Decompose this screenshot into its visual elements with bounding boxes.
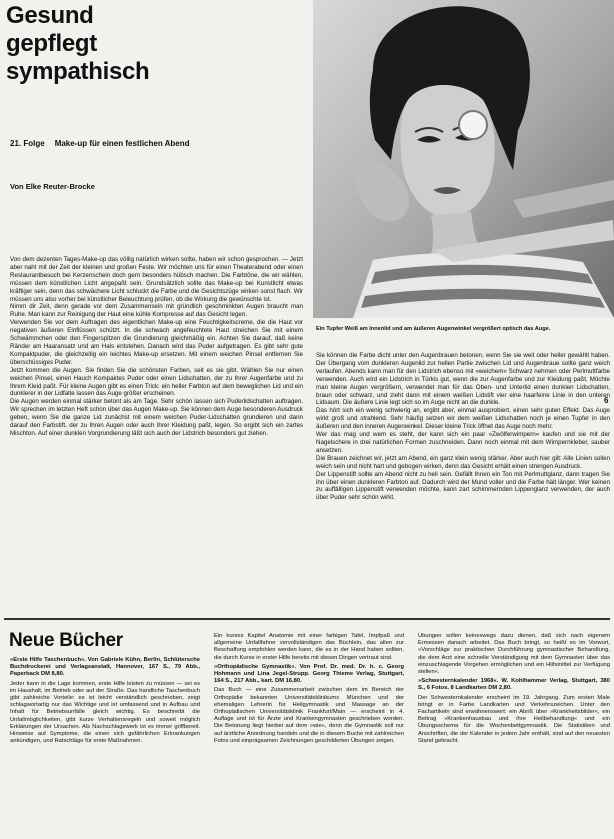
books-section-title: Neue Bücher xyxy=(9,630,123,651)
headline-line-1: Gesund xyxy=(6,2,94,29)
article-paragraph: Der Lippenstift sollte am Abend nicht zu hell sein. Gefällt Ihnen ein Ton mit Perlmuttglanz, dann tragen Sie ihn über einen dunkleren Farbton auf. Dadurch wird der Mund voller und die Farbe hält länger. Wer keinen zu auffälligen Lippenstift verwenden möchte, kann zart schimmernden Lippenglanz verwenden, der auch über Puder sehr schön wirkt. xyxy=(316,470,610,502)
article-column-1 xyxy=(10,256,303,616)
article-paragraph: Die Brauen zeichnet wir, jetzt am Abend, ein ganz klein wenig stärker. Aber auch hier gilt: Alle Linien sollen weich sein und nicht hart und gebogen wirken, denn das Gesicht erhält einen strengen Ausdruck. xyxy=(316,454,610,470)
headline-line-3: sympathisch xyxy=(6,58,150,85)
book-heading: »Erste Hilfe Taschenbuch«. Von Gabriele Kühn, Berlin, Schlütersche Buchdruckerei und Verlagsanstalt, Hannover, 167 S., 79 Abb., Paperback DM 8,80. xyxy=(10,657,200,678)
article-paragraph: Sie können die Farbe dicht unter den Augenbrauen betonen, wenn Sie sie weit oder heller gewählt haben. Der Übergang vom dunkleren Augenlid zur hellen Partie zwischen Lid und Augenbraue sollte ganz weich verlaufen. Abends kann man für den Lidstrich ebenso mit »weichem« Schwarz nehmen oder Perlmuttfarbe verwenden. Auch wird ein Lidstrich in Türkis gut, wenn die zur Augenfarbe und zur Kleidung paßt. Möchte man kleine Augen vergrößern, verwendet man für das Oben- und Unterlid einen dunklen Lidschatten, braun oder schwarz, und zieht dann mit einem weißen Lidstift vier eine haarfeine Linie in den unteren Lidsaum. Die äußere Linie legt sich so im Auge nicht an die dunkle. xyxy=(316,352,610,407)
section-divider xyxy=(4,618,610,620)
portrait-photo xyxy=(313,0,614,318)
books-column-3 xyxy=(418,633,610,837)
woman-portrait-image xyxy=(313,0,614,318)
article-paragraph: Jetzt kommen die Augen. Sie finden Sie die schönsten Farben, seit es sie gibt. Wählen Sie nur einen weichen Pinsel, einen Hauch Kompaktes Puder oder einen Lidschatten, der zu Ihrer Augenfarbe und zu Ihrem Kleid paßt. Für kleine Augen gibt es einen Trick: ein heller Farbton auf dem beweglichen Lid und ein dunklerer in der Lidfalte lassen das Auge größer erscheinen. xyxy=(10,366,303,398)
photo-caption: Ein Tupfer Weiß am Innenlid und am äußeren Augenwinkel vergrößert optisch das Auge. xyxy=(316,326,551,332)
article-paragraph: Von dem dezenten Tages-Make-up das völlig natürlich wirken sollte, haben wir schon gesprochen. — Jetzt aber naht mit der Zeit der kleinen und großen Feste. Wir möchten uns für einen Theaterabend oder einen Restaurantbesuch bei Kerzenschein doch gern besonders hübsch machen. Die Farbtöne, die wir wählen, müssen dem künstlichen Licht angepaßt sein. Grundsätzlich sollte das Make-up bei Kunstlicht etwas kräftiger sein, denn das schwächere Licht schluckt die Farbe und die Gesichtszüge wirken sonst flach. Wir müssen uns also vorher bei künstlicher Beleuchtung prüfen, ob die Wirkung die gewünschte ist. xyxy=(10,256,303,303)
article-paragraph: Wer das mag und wem es steht, der kann sich ein paar »Zwölferwimpern« kaufen und sie mit der Nagelschere in drei natürlichen Formen zuschneiden. Dann noch einmal mit dem Wimpernkleber, sauber ansetzen. xyxy=(316,431,610,454)
book-heading: »Orthopädische Gymnastik«. Von Prof. Dr. med. Dr. h. c. Georg Hohmann und Lina Jegel-Strupp. Georg Thieme Verlag, Stuttgart, 164 S., 217 Abb., kart. DM 16,80. xyxy=(214,663,404,685)
book-heading: »Schwesternkalender 1968«. W. Kohlhammer Verlag, Stuttgart, 380 S., 6 Fotos, 8 Landkarten DM 2,80. xyxy=(418,678,610,692)
series-line xyxy=(10,139,190,148)
article-headline xyxy=(6,2,206,86)
page-marker: 6 xyxy=(604,396,609,405)
books-column-2 xyxy=(214,633,404,837)
book-review-text: Übungen sollen keineswegs dazu dienen, daß sich nach eigenem Ermessen danach arbeitet. Das Buch bringt, so heißt es im Vorwort, »Vorschläge zur praktischen Durchführung gymnastischer Behandlung, die dem Arzt eine schnelle Verständigung mit dem Gymnasten über das einzuschlagende Vorgehen ermöglichen und ein Hilfsmittel zur Verfügung stellen«. xyxy=(418,633,610,676)
author-byline: Von Elke Reuter-Brocke xyxy=(10,182,95,191)
article-paragraph: Das hört sich ein wenig schwierig an, ergibt aber, einmal ausprobiert, einen sehr guten Effekt. Das Auge wirkt groß und strahlend. Sehr häufig setzen wir dem weißen Lidschatten noch je einen Tupfer in den äußeren und den inneren Augenwinkel. Dieser kleine Trick öffnet das Auge noch mehr. xyxy=(316,407,610,431)
book-review-text: Das Buch — eine Zusammenarbeit zwischen dem im Bereich der Orthopädie bekannten Universitätsklinikums München und der ehemaligen Lehrerin für Heilgymnastik und Massage an der Orthopädischen Universitätsklinik Frankfurt/Main — erscheint in 4. Auflage und ist für Ärzte und Krankengymnasten geschrieben worden. Die Betonung liegt hierbei auf dem »wie«, denn die Gymnastik soll nur auf ärztliche Anordnung handeln und die in diesem Buche mit zahlreichen Fotos und einprägsamen Zeichnungen geschilderten Übungen zeigen. xyxy=(214,687,404,744)
article-column-2 xyxy=(316,352,610,580)
headline-line-2: gepflegt xyxy=(6,30,97,57)
book-review-text: Ein kurzes Kapitel Anatomie mit einer farbigen Tafel, Impfpaß und allgemeine Unfallfahrer vervollständigen das Büchlein, das allen zur Beschaffung empfohlen werden kann, die es in der Hand haben sollten, die durch Kurse in erster Hilfe bereits mit diesen Dingen vertraut sind. xyxy=(214,633,404,661)
book-review-text: Jeder kann in die Lage kommen, erste Hilfe leisten zu müssen — sei es im Haushalt, im Betrieb oder auf der Straße. Das handliche Taschenbuch gibt zahlreiche Vorteile: es ist leicht verständlich geschrieben, zeigt schlagwortartig nur das Wichtige und ist umfassend und in Aufbau und Inhalt für Betriebsunfälle gleich wichtig. Es beschreibt die Unfallmöglichkeiten, gibt kurze Verhaltensregeln und soweit möglich Erklärungen der Ursachen. Als Nachschlagewerk ist es immer griffbereit. Hinweise auf Symptome, die einen sich gefährlichen Erkrankungen ankündigen, und Ratschläge für erste Maßnahmen. xyxy=(10,680,200,745)
article-paragraph: Die Augen werden einmal stärker betont als am Tage. Sehr schön lassen sich Puderlidschatten auftragen. Wir sprechen im letzten Heft schon über das Augen Make-up. Sie können dem Auge besonderen Ausdruck geben, wenn Sie die ganze Lid zunächst mit einem weichen Puder-Lidschatten grundieren und dann darauf den Farbstift, der zu Ihren Augen oder auch Ihrer Kleidung paßt, legen. So ergibt sich ein zartes Mischton. Auf einer dunklen Vorgrundierung läßt sich auch der Lidstrich besonders gut ziehen. xyxy=(10,398,303,437)
book-review-text: Der Schwesternkalender erscheint im 19. Jahrgang. Zum ersten Male bringt er in Farbe Landkarten und Verkehrszeichen. Unter den Fachartikeln sind erwähnenswert: ein Abriß über »Krankheitsbilder«, ein Beitrag »Krankenhausbau und ihre Heilbehandlung« und ein Übungsschema für die Wochenbettgymnastik. Die Statistiken und Anschriften, die der Kalender in jedem Jahr enthält, sind auf den neuesten Stand gebracht. xyxy=(418,694,610,744)
article-paragraph: Verwenden Sie vor dem Auftragen des eigentlichen Make-up eine Feuchtigkeitscreme, die die Haut vor negativen äußeren Einflüssen schützt. In die schwach angefeuchtete Haut streichen Sie mit einem Schwämmchen oder den Fingerspitzen die Grundierung gleichmäßig ein. Achten Sie darauf, daß keine Ränder am Haaransatz und am Hals entstehen. Danach wird das Puder aufgetragen. Es gibt sehr gute Kompaktpuder, die gleichzeitig ein leichtes Make-up ersetzen. Mit einem weichen Pinsel entfernen Sie überschüssiges Puder. xyxy=(10,319,303,366)
books-column-1 xyxy=(10,657,200,837)
series-label: 21. Folge xyxy=(10,139,45,148)
series-title: Make-up für einen festlichen Abend xyxy=(54,139,190,148)
article-paragraph: Nimm dir Zeit, denn gerade vor dem Zusammensein mit gründlich geschminkten Augen braucht man Ruhe. Man kann zur Reinigung der Haut eine kühle Kompresse auf das Gesicht legen. xyxy=(10,303,303,319)
